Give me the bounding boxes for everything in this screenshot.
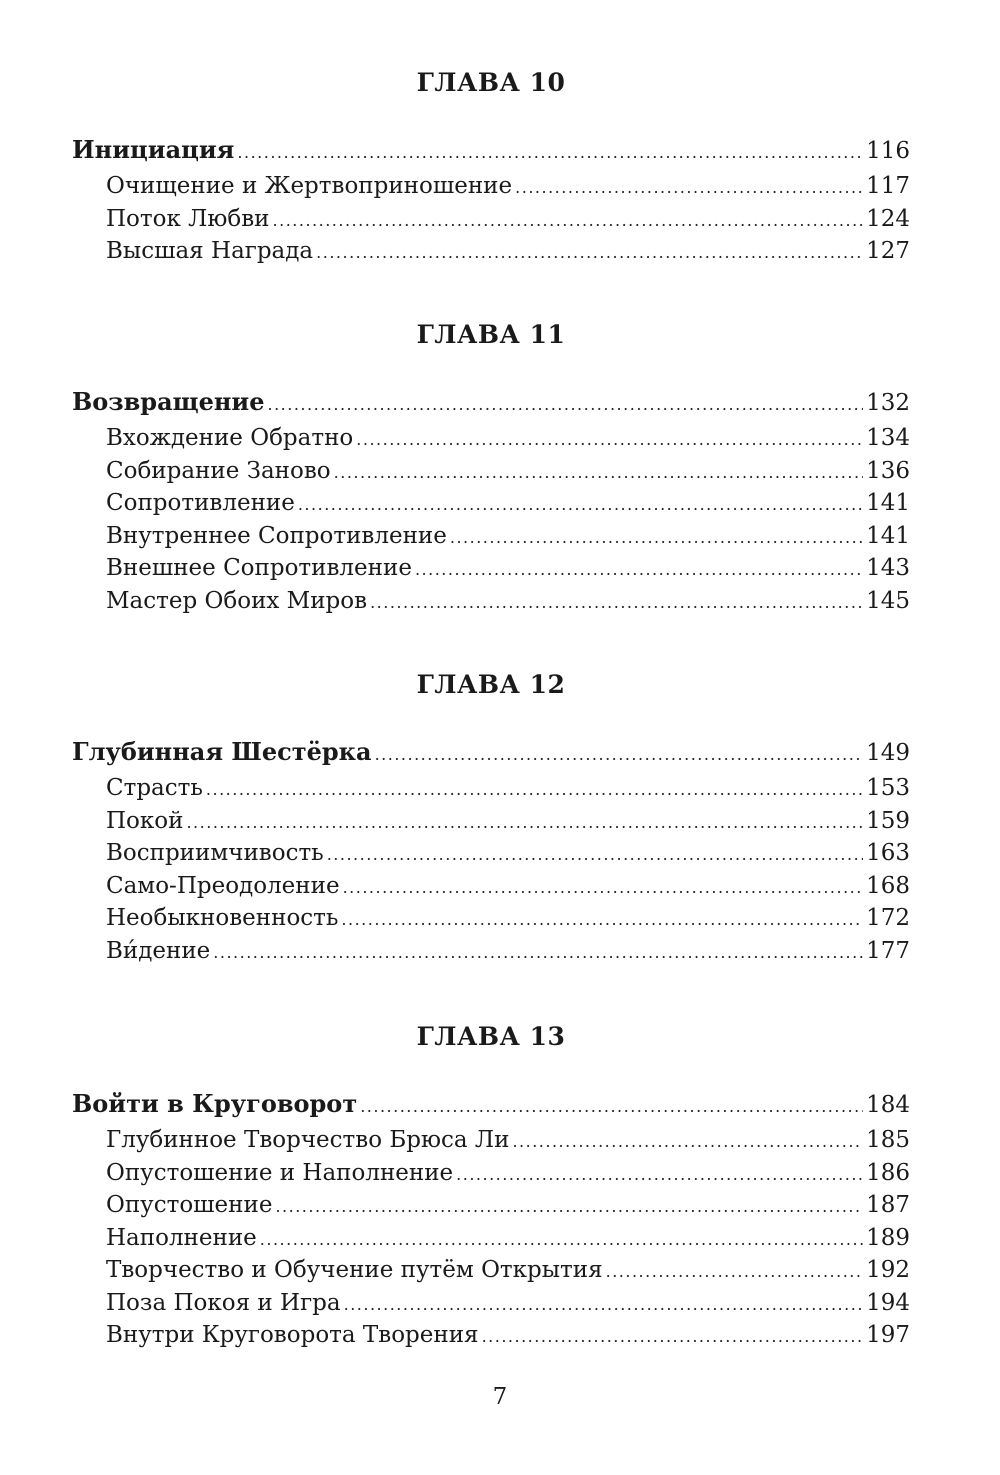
dot-leader: [186, 807, 863, 838]
toc-sub-entry: [72, 1157, 910, 1190]
toc-entry-page: 168: [866, 872, 910, 899]
toc-sub-entry: [72, 1254, 910, 1287]
toc-entry-title: Необыкновенность: [106, 905, 339, 931]
chapter-heading: ГЛАВА 13: [416, 1022, 566, 1051]
toc-sub-entry: [72, 170, 910, 203]
toc-entry-title: Сопротивление: [106, 490, 295, 516]
toc-entry-page: 127: [866, 238, 910, 264]
toc-entry-page: 153: [866, 775, 910, 801]
toc-sub-entry: [72, 455, 910, 488]
dot-leader: [327, 839, 863, 870]
toc-entry-page: 159: [866, 807, 910, 834]
toc-entry-title: Восприимчивость: [106, 840, 324, 866]
toc-sub-entry: [72, 422, 910, 455]
toc-sub-entry: [72, 935, 910, 968]
toc-entry-page: 116: [866, 138, 910, 164]
dot-leader: [343, 872, 864, 903]
dot-leader: [375, 735, 864, 772]
chapter-section: [72, 1020, 910, 1352]
dot-leader: [237, 133, 863, 170]
dot-leader: [275, 1191, 863, 1222]
toc-sub-entry: [72, 1189, 910, 1222]
toc-sub-entry: [72, 772, 910, 805]
toc-entry-title: Опустошение: [106, 1192, 273, 1218]
dot-leader: [515, 172, 863, 203]
toc-entry-title: Собирание Заново: [106, 457, 331, 484]
dot-leader: [298, 489, 863, 520]
toc-entry-title: Глубинная Шестёрка: [72, 737, 372, 766]
toc-entry-page: 177: [866, 937, 910, 964]
toc-entry-title: Внутри Круговорота Творения: [106, 1322, 479, 1348]
toc-entry-title: Глубинное Творчество Брюса Ли: [106, 1127, 510, 1153]
toc-entry-title: Страсть: [106, 775, 203, 801]
toc-entry-title: Ви́дение: [106, 937, 211, 964]
dot-leader: [606, 1256, 863, 1287]
toc-sub-entry: [72, 203, 910, 236]
toc-entry-title: Поза Покоя и Игра: [106, 1289, 341, 1316]
toc-main-entry: [72, 382, 910, 422]
toc-entry-title: Войти в Круговорот: [72, 1089, 358, 1118]
toc-sub-entry: [72, 235, 910, 268]
toc-entry-page: 185: [866, 1127, 910, 1153]
chapter-heading: ГЛАВА 11: [416, 320, 566, 349]
toc-sub-entry: [72, 870, 910, 903]
toc-sub-entry: [72, 1222, 910, 1255]
toc-entry-title: Само-Преодоление: [106, 872, 340, 899]
toc-entry-title: Мастер Обоих Миров: [106, 587, 368, 614]
chapter-section: [72, 668, 910, 967]
toc-entry-page: 143: [866, 555, 910, 581]
toc-entry-title: Высшая Награда: [106, 238, 314, 264]
toc-entry-page: 141: [866, 522, 910, 549]
chapter-section: [72, 66, 910, 268]
dot-leader: [456, 1159, 863, 1190]
toc-entry-page: 141: [866, 490, 910, 516]
dot-leader: [450, 522, 863, 553]
toc-main-entry: [72, 1084, 910, 1124]
toc-entry-title: Очищение и Жертвоприношение: [106, 173, 513, 199]
toc-sub-entry: [72, 805, 910, 838]
toc-sub-entry: [72, 487, 910, 520]
toc-entry-title: Инициация: [72, 135, 235, 164]
toc-entry-title: Поток Любви: [106, 205, 270, 232]
toc-entry-page: 145: [866, 587, 910, 614]
dot-leader: [482, 1321, 864, 1352]
toc-entry-title: Наполнение: [106, 1224, 257, 1251]
page-number: 7: [492, 1384, 508, 1410]
dot-leader: [334, 457, 863, 488]
toc-entry-page: 187: [866, 1192, 910, 1218]
toc-entry-page: 172: [866, 905, 910, 931]
toc-entry-title: Покой: [106, 807, 184, 834]
toc-entry-page: 184: [866, 1092, 910, 1118]
toc-entry-title: Внешнее Сопротивление: [106, 555, 412, 581]
dot-leader: [273, 205, 864, 236]
toc-main-entry: [72, 130, 910, 170]
toc-entry-page: 192: [866, 1257, 910, 1283]
toc-sub-entry: [72, 1124, 910, 1157]
dot-leader: [206, 774, 863, 805]
chapter-heading: ГЛАВА 12: [416, 670, 566, 699]
dot-leader: [415, 554, 863, 585]
chapter-heading: ГЛАВА 10: [416, 68, 566, 97]
toc-sub-entry: [72, 585, 910, 618]
toc-entry-page: 124: [866, 205, 910, 232]
toc-sub-entry: [72, 837, 910, 870]
dot-leader: [356, 424, 863, 455]
toc-entry-page: 163: [866, 840, 910, 866]
dot-leader: [316, 237, 863, 268]
toc-entry-page: 132: [866, 390, 910, 416]
dot-leader: [344, 1289, 863, 1320]
toc-entry-title: Творчество и Обучение путём Открытия: [106, 1257, 603, 1283]
chapter-section: [72, 318, 910, 617]
toc-sub-entry: [72, 552, 910, 585]
dot-leader: [512, 1126, 863, 1157]
toc-entry-title: Внутреннее Сопротивление: [106, 522, 447, 549]
dot-leader: [268, 385, 864, 422]
toc-entry-page: 149: [866, 740, 910, 766]
toc-sub-entry: [72, 520, 910, 553]
toc-entry-title: Возвращение: [72, 387, 265, 416]
toc-entry-page: 134: [866, 425, 910, 451]
dot-leader: [370, 587, 863, 618]
toc-entry-title: Вхождение Обратно: [106, 425, 354, 451]
dot-leader: [341, 904, 863, 935]
toc-entry-page: 117: [866, 173, 910, 199]
dot-leader: [213, 937, 863, 968]
toc-entry-page: 189: [866, 1224, 910, 1251]
toc-entry-title: Опустошение и Наполнение: [106, 1159, 454, 1186]
toc-main-entry: [72, 732, 910, 772]
dot-leader: [260, 1224, 863, 1255]
toc-sub-entry: [72, 902, 910, 935]
toc-entry-page: 136: [866, 457, 910, 484]
toc-entry-page: 194: [866, 1289, 910, 1316]
toc-sub-entry: [72, 1319, 910, 1352]
toc-entry-page: 186: [866, 1159, 910, 1186]
toc-sub-entry: [72, 1287, 910, 1320]
dot-leader: [360, 1087, 863, 1124]
toc-entry-page: 197: [866, 1322, 910, 1348]
